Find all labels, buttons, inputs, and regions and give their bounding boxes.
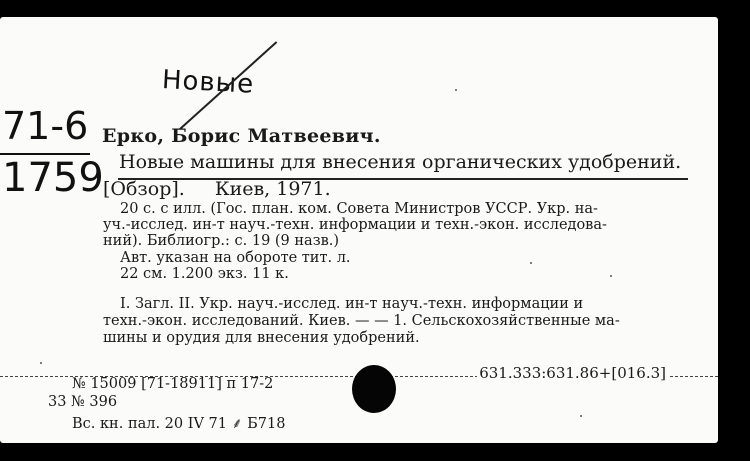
dust-speck: [580, 415, 582, 417]
footer-line: № 15009 [71-18911] п 17-2: [72, 376, 274, 392]
author-heading: Ерко, Борис Матвеевич.: [102, 125, 381, 147]
dust-speck: [610, 275, 612, 277]
book-title: Новые машины для внесения органических удобрений.: [119, 151, 682, 173]
dust-speck: [455, 89, 457, 91]
publication-type: [Обзор].: [103, 178, 185, 200]
dust-speck: [530, 262, 532, 264]
footer-line: Вс. кн. пал. 20 IV 71 ⸙ Б718: [72, 416, 286, 432]
description-line: уч.-исслед. ин-т науч.-техн. информации и техн.-экон. исследова-: [103, 217, 607, 233]
index-line: шины и орудия для внесения удобрений.: [103, 330, 420, 346]
index-line: техн.-экон. исследований. Киев. — — 1. Сельскохозяйственные ма-: [103, 313, 620, 329]
index-line: I. Загл. II. Укр. науч.-исслед. ин-т науч.-техн. информации и: [120, 296, 584, 312]
place-year: Киев, 1971.: [214, 178, 331, 200]
description-line: Авт. указан на обороте тит. л.: [120, 250, 351, 266]
udc-classification: 631.333:631.86+[016.3]: [479, 364, 666, 382]
catalog-card: [0, 17, 718, 443]
call-number-bottom: 1759: [2, 155, 104, 201]
call-number-top: 71-6: [2, 104, 89, 148]
handwritten-note: Новые: [161, 65, 255, 100]
description-line: ний). Библиогр.: с. 19 (9 назв.): [103, 233, 340, 249]
dust-speck: [40, 362, 42, 364]
punch-hole: [352, 365, 396, 413]
description-line: 22 см. 1.200 экз. 11 к.: [120, 266, 289, 282]
description-line: 20 с. с илл. (Гос. план. ком. Совета Министров УССР. Укр. на-: [120, 201, 598, 217]
footer-line: 33 № 396: [48, 394, 118, 410]
type-and-imprint: [103, 178, 331, 200]
